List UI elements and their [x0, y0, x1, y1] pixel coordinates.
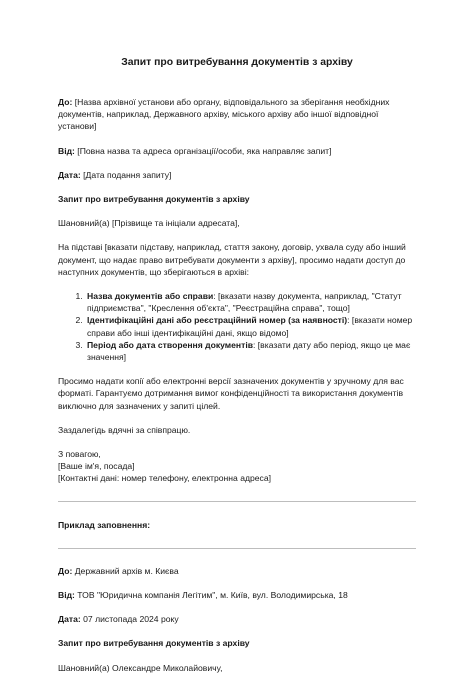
example-to-paragraph — [58, 565, 416, 577]
example-date-text: 07 листопада 2024 року — [80, 614, 179, 625]
thanks-paragraph: Заздалегідь вдячні за співпрацю. — [58, 424, 191, 435]
date-paragraph — [58, 169, 416, 181]
list-item — [85, 290, 416, 314]
list-item-label: Період або дата створення документів — [87, 339, 254, 350]
example-greeting: Шановний(а) Олександре Миколайовичу, — [58, 662, 223, 673]
signature-closing: З повагою, — [58, 449, 101, 460]
divider — [58, 548, 416, 549]
from-text: [Повна назва та адреса організації/особи, яка направляє запит] — [74, 145, 332, 156]
date-text: [Дата подання запиту] — [80, 169, 172, 180]
list-item-text: : [вказати назву документа, наприклад, "Статут підприємства", "Креслення об'єкта", "Реєстраційна справа", тощо] — [87, 291, 402, 314]
greeting: Шановний(а) [Прізвище та ініціали адресата], — [58, 218, 240, 229]
list-item-label: Ідентифікаційні дані або реєстраційний номер (за наявності) — [87, 315, 348, 326]
list-item-label: Назва документів або справи — [87, 291, 214, 302]
example-date-paragraph — [58, 613, 416, 625]
to-paragraph — [58, 96, 416, 133]
example-from-text: ТОВ "Юридична компанія Легітим", м. Київ, вул. Володимирська, 18 — [74, 590, 348, 601]
list-item — [85, 314, 416, 338]
list-item-text: : [вказати дату або період, якщо це має значення] — [87, 339, 411, 363]
divider — [58, 501, 416, 502]
example-subject-heading: Запит про витребування документів з архіву — [58, 638, 250, 649]
request-paragraph: Просимо надати копії або електронні версії зазначених документів у зручному для вас форматі. Гарантуємо дотримання вимог конфіденційності та використання документів виключно для зазначених у запиті цілей. — [58, 376, 404, 411]
date-label: Дата: — [58, 169, 81, 180]
subject-heading: Запит про витребування документів з архіву — [58, 194, 250, 205]
to-label: До: — [58, 97, 73, 107]
from-paragraph — [58, 145, 416, 157]
signature-name: [Ваше ім'я, посада] — [58, 461, 135, 472]
example-to-text: Державний архів м. Києва — [72, 565, 179, 576]
from-label: Від: — [58, 145, 75, 156]
example-from-label: Від: — [58, 590, 75, 601]
example-from-paragraph — [58, 589, 416, 601]
to-text: [Назва архівної установи або органу, відповідального за зберігання необхідних документів, наприклад, Державного архіву, міського архіву або іншої відповідної установи] — [58, 97, 390, 132]
example-date-label: Дата: — [58, 614, 81, 625]
list-item — [85, 339, 416, 363]
documents-list — [58, 290, 416, 363]
example-to-label: До: — [58, 565, 73, 576]
list-item-text: : [вказати номер справи або інші ідентифікаційні дані, якщо відомо] — [87, 315, 413, 338]
signature-block — [58, 448, 416, 485]
document-title: Запит про витребування документів з архіву — [121, 57, 353, 68]
example-heading: Приклад заповнення: — [58, 519, 151, 530]
signature-contacts: [Контактні дані: номер телефону, електронна адреса] — [58, 473, 272, 484]
intro-paragraph: На підставі [вказати підставу, наприклад, стаття закону, договір, ухвала суду або інший документ, що надає право витребувати документи з архіву], просимо надати доступ до наступних документів, що зберігаються в архіві: — [58, 242, 406, 277]
